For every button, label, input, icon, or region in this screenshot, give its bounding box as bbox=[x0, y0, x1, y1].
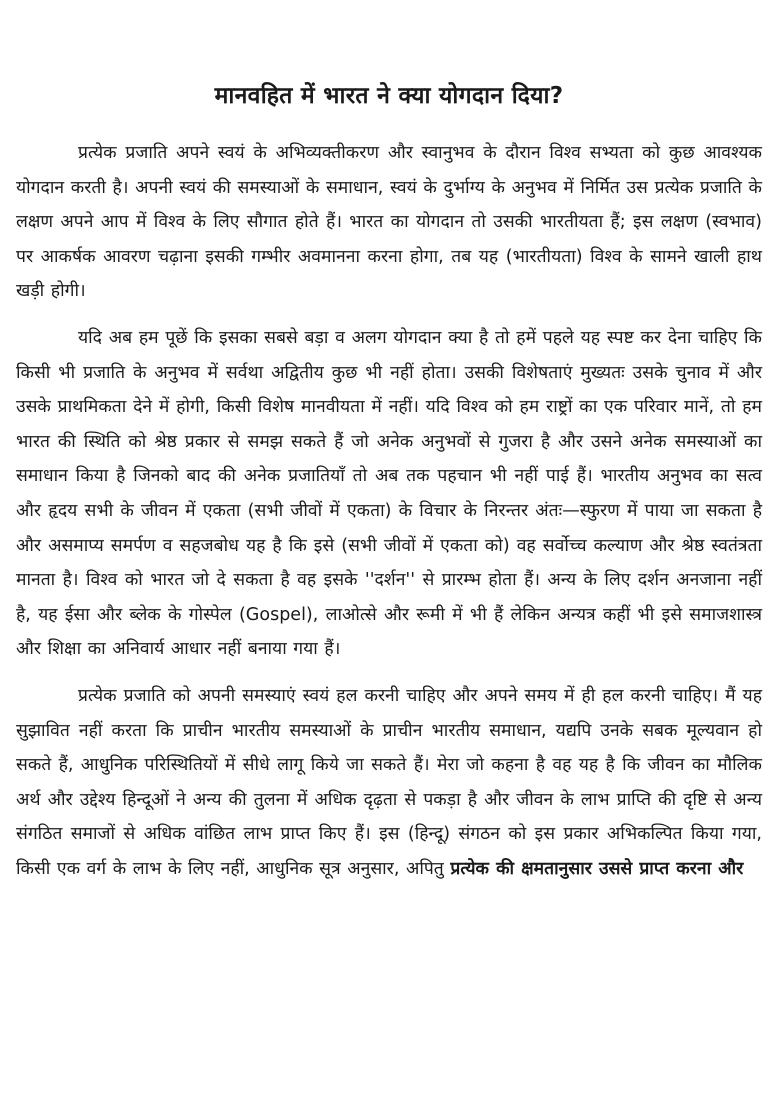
paragraph-3-text: प्रत्येक प्रजाति को अपनी समस्याएं स्वयं हल करनी चाहिए और अपने समय में ही हल करनी चाहिए। मैं यह सुझावित नहीं करता कि प्राचीन भारतीय समस्याओं के प्राचीन भारतीय समाधान, यद्यपि उनके सबक मूल्यवान हो सकते हैं, आधुनिक परिस्थितियों में सीधे लागू किये जा सकते हैं। मेरा जो कहना है वह यह है कि जीवन का मौलिक अर्थ और उद्देश्य हिन्दूओं ने अन्य की तुलना में अधिक दृढ़ता से पकड़ा है और जीवन के लाभ प्राप्ति की दृष्टि से अन्य संगठित समाजों से अधिक वांछित लाभ प्राप्त किए हैं। इस (हिन्दू) संगठन को इस प्रकार अभिकल्पित किया गया, किसी एक वर्ग के लाभ के लिए नहीं, आधुनिक सूत्र अनुसार, अपितु bbox=[16, 685, 762, 879]
page-title: मानवहित में भारत ने क्या योगदान दिया? bbox=[214, 83, 564, 109]
paragraph-1: प्रत्येक प्रजाति अपने स्वयं के अभिव्यक्तीकरण और स्वानुभव के दौरान विश्व सभ्यता को कुछ आवश्यक योगदान करती है। अपनी स्वयं की समस्याओं के समाधान, स्वयं के दुर्भाग्य के अनुभव में निर्मित उस प्रत्येक प्रजाति के लक्षण अपने आप में विश्व के लिए सौगात होते हैं। भारत का योगदान तो उसकी भारतीयता हैं; इस लक्षण (स्वभाव) पर आकर्षक आवरण चढ़ाना इसकी गम्भीर अवमानना करना होगा, तब यह (भारतीयता) विश्व के सामने खाली हाथ खड़ी होगी। bbox=[16, 143, 762, 302]
paragraph-3-bold-text: प्रत्येक की क्षमतानुसार उससे प्राप्त करना और bbox=[450, 858, 744, 879]
paragraph-3 bbox=[16, 679, 762, 887]
paragraph-2: यदि अब हम पूछें कि इसका सबसे बड़ा व अलग योगदान क्या है तो हमें पहले यह स्पष्ट कर देना चाहिए कि किसी भी प्रजाति के अनुभव में सर्वथा अद्वितीय कुछ भी नहीं होता। उसकी विशेषताएं मुख्यतः उसके चुनाव में और उसके प्राथमिकता देने में होगी, किसी विशेष मानवीयता में नहीं। यदि विश्व को हम राष्ट्रों का एक परिवार मानें, तो हम भारत की स्थिति को श्रेष्ठ प्रकार से समझ सकते हैं जो अनेक अनुभवों से गुजरा है और उसने अनेक समस्याओं का समाधान किया है जिनको बाद की अनेक प्रजातियाँ तो अब तक पहचान भी नहीं पाई हैं। भारतीय अनुभव का सत्व और हृदय सभी के जीवन में एकता (सभी जीवों में एकता) के विचार के निरन्तर अंतः—स्फुरण में पाया जा सकता है और असमाप्य समर्पण व सहजबोध यह है कि इसे (सभी जीवों में एकता को) वह सर्वोच्च कल्याण और श्रेष्ठ स्वतंत्रता मानता है। विश्व को भारत जो दे सकता है वह इसके ''दर्शन'' से प्रारम्भ होता हैं। अन्य के लिए दर्शन अनजाना नहीं है, यह ईसा और ब्लेक के गोस्पेल (Gospel), लाओत्से और रूमी में भी हैं लेकिन अन्यत्र कहीं भी इसे समाजशास्त्र और शिक्षा का अनिवार्य आधार नहीं बनाया गया हैं। bbox=[16, 327, 762, 660]
